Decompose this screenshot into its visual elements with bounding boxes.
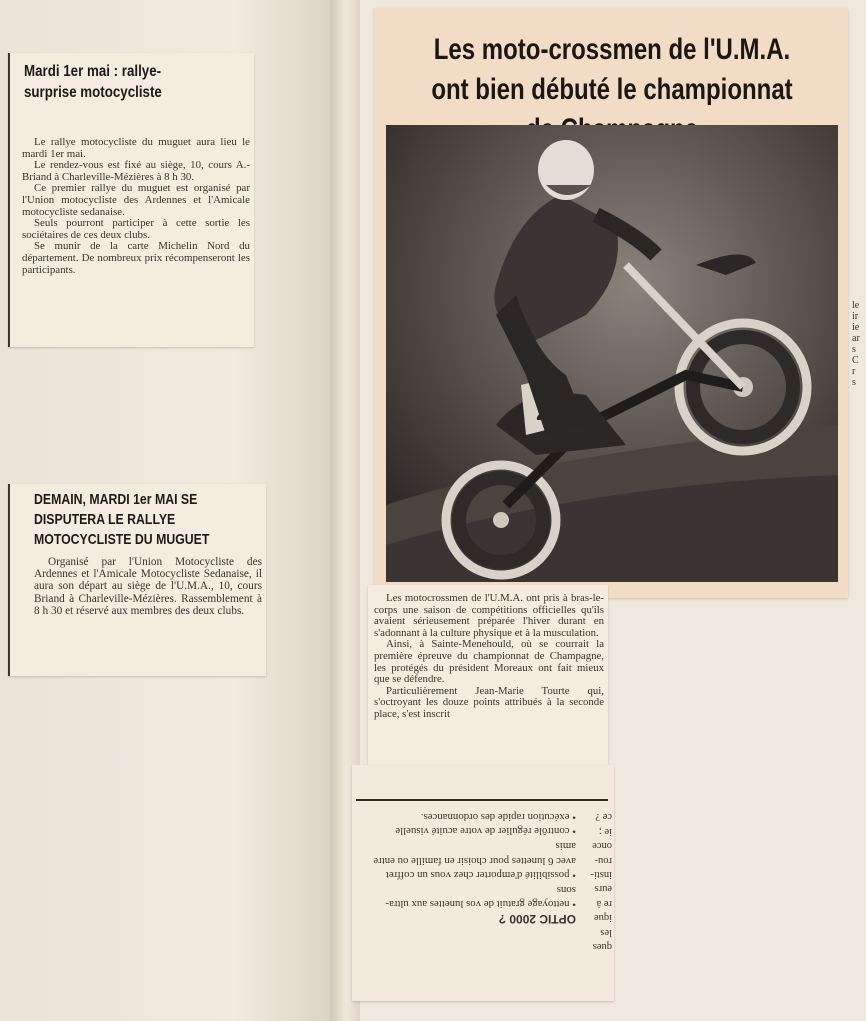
clipping-body — [34, 556, 262, 617]
paragraph: Les motocrossmen de l'U.M.A. ont pris à bras-le-corps une saison de compétitions officielles qu'ils avaient sérieusement préparée l'hiver durant en s'adonnant à la culture physique et à la musculation. — [374, 592, 604, 639]
clipping-article-body — [368, 585, 608, 769]
clipping-headline: Les moto-crossmen de l'U.M.A. ont bien débuté le championnat — [431, 33, 793, 106]
paragraph: Ainsi, à Sainte-Menehould, où se courrait la première épreuve du championnat de Champagne, les protégés du président Moreaux ont fait mieux que se défendre. — [374, 638, 604, 686]
paragraph: Se munir de la carte Michelin Nord du département. De nombreux prix récompenseront les participants. — [22, 240, 250, 276]
paragraph: Le rendez-vous est fixé au siège, 10, cours A.-Briand à Charleville-Mézières à 8 h 30. — [22, 159, 250, 183]
flipped-ad-text — [370, 809, 576, 926]
text-fragment: ique — [593, 912, 612, 924]
clipping-rallye-surprise — [8, 53, 254, 347]
paragraph: Particulièrement Jean-Marie Tourte qui, s'octroyant les douze points attribués à la seconde place, s'est inscrit — [374, 684, 604, 720]
text-fragment: insti- — [590, 869, 612, 881]
edge-text-fragments — [852, 300, 866, 388]
text-fragment: re à — [596, 897, 612, 909]
paragraph: Le rallye motocycliste du muguet aura lieu le mardi 1er mai. — [22, 136, 250, 160]
ad-line: • possibilité d'emporter chez vous un coffret avec 6 lunettes pour choisir en famille ou entre amis — [373, 839, 576, 881]
motocross-rider-illustration — [386, 125, 838, 582]
text-fragment: ie — [852, 322, 860, 333]
clipping-headline: DEMAIN, MARDI 1er MAI SE DISPUTERA LE RALLYE MOTOCYCLISTE DU MUGUET — [34, 491, 210, 548]
text-fragment: ie ; — [598, 825, 612, 837]
clipping-headline: Mardi 1er mai : rallye-surprise motocycliste — [24, 63, 162, 101]
text-fragment: r — [852, 366, 856, 377]
paragraph: Ce premier rallye du muguet est organisé par l'Union motocycliste des Ardennes et l'Amicale motocycliste sedanaise. — [22, 182, 250, 218]
paragraph: Organisé par l'Union Motocycliste des Ardennes et l'Amicale Motocycliste Sedanaise, il aura son départ au siège de l'U.M.A., 10, cours Briand à Charleville-Mézières. Rassemblement à 8 h 30 et réservé aux membres des deux clubs. — [34, 556, 262, 617]
clipping-moto-crossmen — [374, 8, 848, 598]
text-fragment: le — [852, 300, 860, 311]
divider-rule — [356, 799, 608, 801]
text-fragment: s — [852, 344, 856, 355]
text-fragment: ar — [852, 333, 860, 344]
ad-title: OPTIC 2000 ? — [498, 911, 576, 926]
ad-line: • contrôle régulier de votre acuité visuelle — [395, 825, 576, 838]
clipping-body — [22, 137, 250, 276]
text-fragment: ques — [592, 941, 612, 953]
text-fragment: ce ? — [595, 811, 612, 823]
text-fragment: C — [852, 355, 859, 366]
flipped-side-fragments — [578, 809, 612, 953]
paragraph: Seuls pourront participer à cette sortie les sociétaires de ces deux clubs. — [22, 217, 250, 241]
ad-line: • nettoyage gratuit de vos lunettes aux ultra-sons — [385, 883, 576, 911]
text-fragment: rou- — [594, 854, 612, 866]
clipping-optic-2000-upside-down — [352, 765, 614, 1001]
motocross-photo — [386, 125, 838, 582]
clipping-rallye-muguet — [8, 484, 266, 676]
text-fragment: les — [600, 926, 612, 938]
text-fragment: eurs — [594, 883, 612, 895]
text-fragment: s — [852, 377, 856, 388]
clipping-body — [374, 593, 604, 721]
ad-line: • exécution rapide des ordonnances. — [420, 810, 576, 823]
text-fragment: once — [592, 840, 612, 852]
race-number: 2 — [536, 396, 551, 426]
text-fragment: ir — [852, 311, 859, 322]
